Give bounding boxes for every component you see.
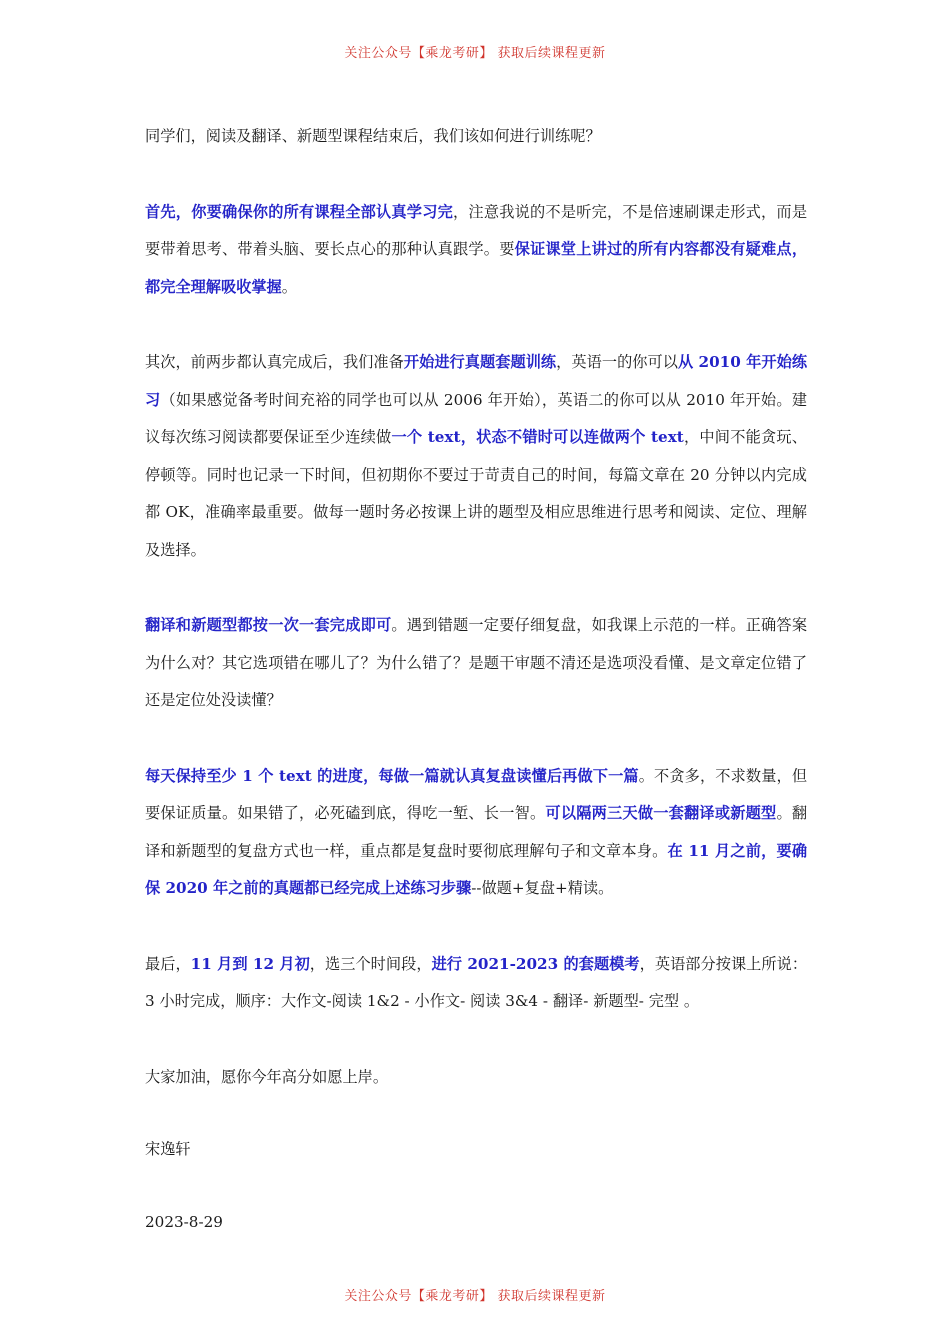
highlight-text: 可以隔两三天做一套翻译或新题型 (545, 804, 777, 822)
paragraph-second-step (145, 344, 807, 569)
body-text: 。翻译和新题型的复盘方式也一样，重点都是复盘时要彻底理解句子和文章本身。 (145, 804, 808, 860)
body-text: 其次，前两步都认真完成后，我们准备 (145, 353, 404, 371)
document-date: 2023-8-29 (145, 1212, 223, 1231)
paragraph-daily-progress (145, 758, 807, 908)
paragraph-intro: 同学们，阅读及翻译、新题型课程结束后，我们该如何进行训练呢？ (145, 127, 601, 145)
paragraph-encouragement: 大家加油，愿你今年高分如愿上岸。 (145, 1067, 388, 1086)
highlight-text: 首先，你要确保你的所有课程全部认真学习完 (145, 202, 454, 221)
page-footer: 关注公众号【乘龙考研】 获取后续课程更新 (344, 1289, 606, 1304)
highlight-text: 保证课堂上讲过的所有内容都没有疑难点，都完全理解吸收掌握 (145, 240, 808, 296)
highlight-text: 翻译和新题型都按一次一套完成即可 (145, 616, 392, 634)
signature: 宋逸轩 (145, 1140, 191, 1158)
document-body (145, 118, 807, 1276)
body-text: --做题+复盘+精读。 (471, 879, 614, 897)
paragraph-translation (145, 607, 807, 720)
highlight-text: 11 月到 12 月初 (190, 954, 310, 973)
highlight-text: 一个 text，状态不错时可以连做两个 text (391, 428, 684, 446)
highlight-text: 进行 2021-2023 的套题模考 (431, 954, 640, 973)
page-header: 关注公众号【乘龙考研】 获取后续课程更新 (344, 46, 606, 61)
paragraph-first-step (145, 194, 807, 307)
highlight-text: 从 2010 年开始练习 (145, 353, 808, 409)
body-text: 。不贪多，不求数量，但要保证质量。如果错了，必死磕到底，得吃一堑、长一智。 (145, 766, 808, 822)
highlight-text: 在 11 月之前，要确保 2020 年之前的真题都已经完成上述练习步骤 (145, 841, 808, 897)
body-text: 最后， (145, 954, 191, 973)
highlight-text: 开始进行真题套题训练 (403, 353, 557, 371)
body-text: ，英语部分按课上所说：3 小时完成，顺序：大作文-阅读 1&2 - 小作文- 阅读 3&4 - 翻译- 新题型- 完型 。 (145, 954, 808, 1010)
body-text: 。 (281, 277, 297, 296)
body-text: ，中间不能贪玩、停顿等。同时也记录一下时间，但初期你不要过于苛责自己的时间，每篇文章在 20 分钟以内完成都 OK，准确率最重要。做每一题时务必按课上讲的题型及相应思维进行思考和阅读、定位、理解及选择。 (145, 428, 807, 559)
paragraph-final-step (145, 946, 807, 1021)
body-text: ，选三个时间段， (309, 954, 432, 973)
body-text: ，注意我说的不是听完，不是倍速刷课走形式，而是要带着思考、带着头脑、要长点心的那种认真跟学。要 (145, 202, 808, 258)
highlight-text: 每天保持至少 1 个 text 的进度，每做一篇就认真复盘读懂后再做下一篇 (145, 766, 639, 785)
body-text: 。遇到错题一定要仔细复盘，如我课上示范的一样。正确答案为什么对？其它选项错在哪儿了？为什么错了？是题干审题不清还是选项没看懂、是文章定位错了还是定位处没读懂？ (145, 616, 808, 709)
body-text: （如果感觉备考时间充裕的同学也可以从 2006 年开始），英语二的你可以从 2010 年开始。建议每次练习阅读都要保证至少连续做 (145, 390, 808, 446)
body-text: ，英语一的你可以 (556, 353, 678, 371)
